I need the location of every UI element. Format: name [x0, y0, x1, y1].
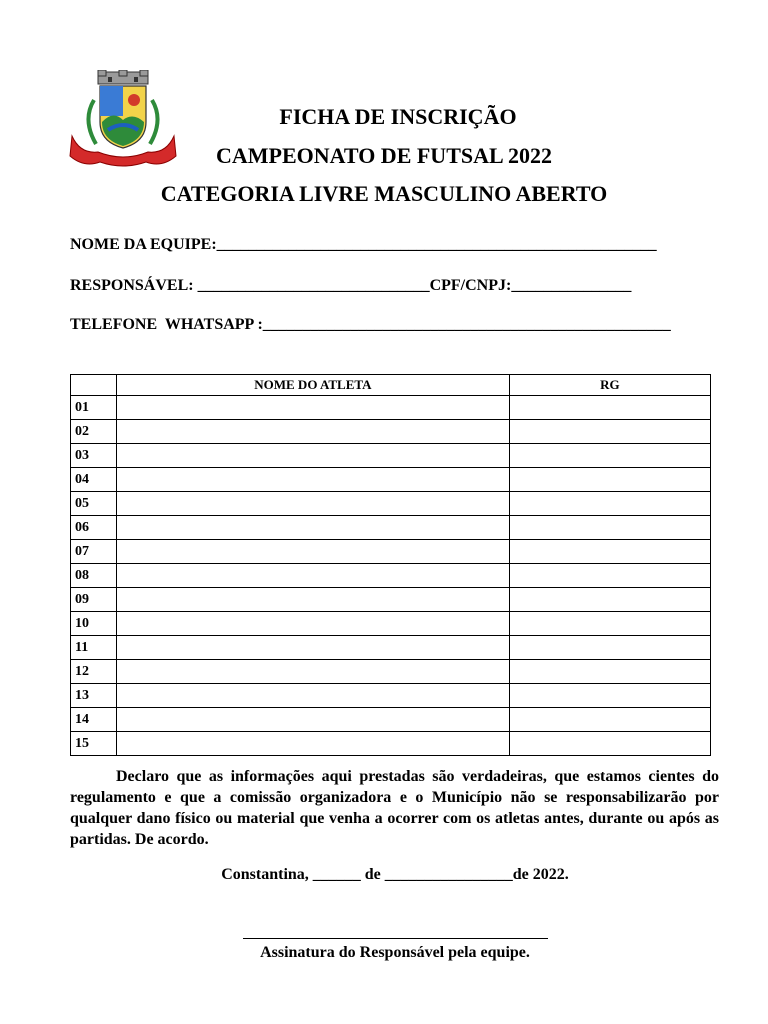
athlete-name-cell[interactable]: [117, 708, 510, 732]
athlete-name-header: NOME DO ATLETA: [117, 375, 510, 396]
responsible-cpf-field[interactable]: RESPONSÁVEL: _____________________________CPF/CNPJ:_______________: [70, 277, 632, 294]
table-row: [71, 420, 711, 444]
athlete-name-cell[interactable]: [117, 660, 510, 684]
athlete-name-cell[interactable]: [117, 444, 510, 468]
row-number: 03: [71, 444, 117, 468]
table-row: [71, 684, 711, 708]
rg-header: RG: [509, 375, 710, 396]
row-number: 05: [71, 492, 117, 516]
rg-cell[interactable]: [509, 588, 710, 612]
table-row: [71, 492, 711, 516]
rg-cell[interactable]: [509, 612, 710, 636]
rg-cell[interactable]: [509, 516, 710, 540]
row-number: 13: [71, 684, 117, 708]
athlete-name-cell[interactable]: [117, 540, 510, 564]
rg-cell[interactable]: [509, 444, 710, 468]
row-number: 10: [71, 612, 117, 636]
form-title: FICHA DE INSCRIÇÃO: [279, 104, 517, 129]
row-number: 15: [71, 732, 117, 756]
table-row: [71, 612, 711, 636]
rg-cell[interactable]: [509, 684, 710, 708]
athlete-name-cell[interactable]: [117, 492, 510, 516]
table-row: [71, 516, 711, 540]
table-row: [71, 564, 711, 588]
athlete-name-cell[interactable]: [117, 636, 510, 660]
row-number: 06: [71, 516, 117, 540]
rg-cell[interactable]: [509, 540, 710, 564]
championship-title: CAMPEONATO DE FUTSAL 2022: [216, 143, 552, 168]
rg-cell[interactable]: [509, 708, 710, 732]
athlete-name-cell[interactable]: [117, 732, 510, 756]
athlete-name-cell[interactable]: [117, 564, 510, 588]
table-header-row: [71, 375, 711, 396]
table-row: [71, 444, 711, 468]
rg-cell[interactable]: [509, 420, 710, 444]
signature-line[interactable]: [243, 938, 548, 939]
row-number: 07: [71, 540, 117, 564]
row-number: 09: [71, 588, 117, 612]
declaration-text: Declaro que as informações aqui prestadas são verdadeiras, que estamos cientes do regulamento e que a comissão organizadora e o Município não se responsabilizarão por qualquer dano físico ou material que venha a ocorrer com os atletas antes, durante ou após as partidas. De acordo.: [70, 768, 719, 848]
table-row: [71, 636, 711, 660]
rg-cell[interactable]: [509, 564, 710, 588]
athlete-name-cell[interactable]: [117, 516, 510, 540]
category-title: CATEGORIA LIVRE MASCULINO ABERTO: [160, 181, 608, 206]
team-name-field[interactable]: NOME DA EQUIPE:_______________________________________________________: [70, 236, 657, 253]
rg-cell[interactable]: [509, 468, 710, 492]
date-line[interactable]: Constantina, ______ de ________________de 2022.: [221, 866, 569, 883]
rg-cell[interactable]: [509, 636, 710, 660]
rg-cell[interactable]: [509, 660, 710, 684]
row-number: 08: [71, 564, 117, 588]
table-row: [71, 588, 711, 612]
row-number: 11: [71, 636, 117, 660]
signature-label: Assinatura do Responsável pela equipe.: [260, 944, 530, 961]
table-row: [71, 708, 711, 732]
athlete-name-cell[interactable]: [117, 684, 510, 708]
row-number: 02: [71, 420, 117, 444]
athlete-name-cell[interactable]: [117, 468, 510, 492]
rg-cell[interactable]: [509, 396, 710, 420]
athlete-name-cell[interactable]: [117, 420, 510, 444]
number-header: [71, 375, 117, 396]
table-row: [71, 540, 711, 564]
table-row: [71, 468, 711, 492]
row-number: 04: [71, 468, 117, 492]
table-row: [71, 732, 711, 756]
athlete-name-cell[interactable]: [117, 612, 510, 636]
rg-cell[interactable]: [509, 492, 710, 516]
athlete-name-cell[interactable]: [117, 396, 510, 420]
row-number: 01: [71, 396, 117, 420]
row-number: 12: [71, 660, 117, 684]
table-row: [71, 396, 711, 420]
phone-whatsapp-field[interactable]: TELEFONE WHATSAPP :___________________________________________________: [70, 316, 671, 333]
athlete-name-cell[interactable]: [117, 588, 510, 612]
rg-cell[interactable]: [509, 732, 710, 756]
row-number: 14: [71, 708, 117, 732]
table-row: [71, 660, 711, 684]
athlete-roster-table: [70, 374, 711, 756]
